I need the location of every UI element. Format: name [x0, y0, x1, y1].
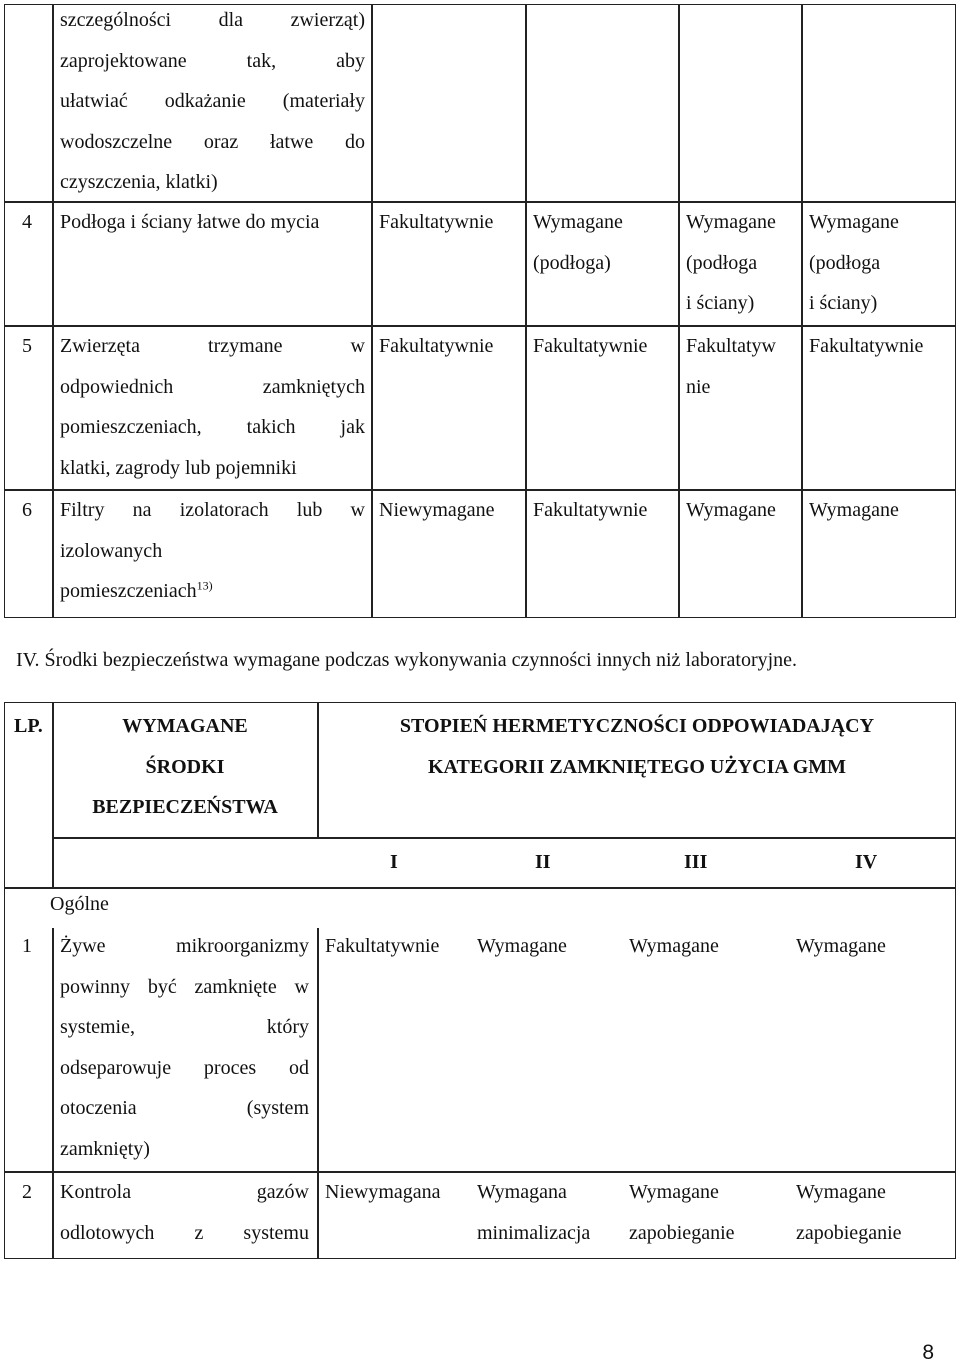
category-iii-header: III [684, 851, 708, 873]
lp-header: LP. [14, 715, 43, 737]
category-ii-value: Fakultatywnie [533, 499, 648, 521]
category-ii-value: Wymagane [477, 935, 567, 957]
category-i-value: Niewymagana [325, 1181, 441, 1203]
row-description: Żywe mikroorganizmy powinny być zamknięte w systemie, który odseparowuje proces od otoczenia (system zamknięty) [60, 935, 309, 1160]
category-ii-value: Wymagane (podłoga) [533, 211, 623, 274]
category-iii-value: Fakultatyw nie [686, 335, 776, 398]
category-i-value: Niewymagane [379, 499, 495, 521]
category-iii-value: Wymagane (podłoga i ściany) [686, 211, 776, 314]
section-heading: IV. Środki bezpieczeństwa wymagane podczas wykonywania czynności innych niż laboratoryjne. [16, 649, 798, 671]
row-description: Podłoga i ściany łatwe do mycia [60, 211, 320, 233]
continued-description: szczególności dla zwierząt) zaprojektowane tak, aby ułatwiać odkażanie (materiały wodoszczelne oraz łatwe do czyszczenia, klatki) [60, 9, 365, 193]
row-number: 1 [22, 935, 32, 957]
category-i-header: I [390, 851, 398, 873]
category-iv-value: Fakultatywnie [809, 335, 924, 357]
category-iv-value: Wymagane (podłoga i ściany) [809, 211, 899, 314]
category-iii-value: Wymagane [629, 935, 719, 957]
category-ii-value: Fakultatywnie [533, 335, 648, 357]
row-number: 5 [22, 335, 32, 357]
category-iv-value: Wymagane zapobieganie [796, 1181, 902, 1244]
row-number: 4 [22, 211, 32, 233]
category-iv-value: Wymagane [796, 935, 886, 957]
category-iv-header: IV [855, 851, 878, 873]
row-description: Zwierzęta trzymane w odpowiednich zamkniętych pomieszczeniach, takich jak klatki, zagrody lub pojemniki [60, 335, 365, 479]
category-ii-value: Wymagana minimalizacja [477, 1181, 591, 1244]
row-description: Filtry na izolatorach lub w izolowanych pomieszczeniach$^{13)}$ [60, 499, 365, 602]
category-i-value: Fakultatywnie [379, 211, 494, 233]
page-number: 8 [922, 1341, 934, 1364]
row-number: 6 [22, 499, 32, 521]
row-description: Kontrola gazów odlotowych z systemu [60, 1181, 309, 1244]
category-iii-value: Wymagane zapobieganie [629, 1181, 735, 1244]
row-number: 2 [22, 1181, 32, 1203]
containment-degree-header: STOPIEŃ HERMETYCZNOŚCI ODPOWIADAJĄCY KATEGORII ZAMKNIĘTEGO UŻYCIA GMM [399, 715, 875, 778]
category-iv-value: Wymagane [809, 499, 899, 521]
footnote-marker: 13) [196, 578, 213, 593]
category-i-value: Fakultatywnie [379, 335, 494, 357]
group-label-general: Ogólne [50, 893, 109, 915]
category-i-value: Fakultatywnie [325, 935, 440, 957]
category-ii-header: II [535, 851, 551, 873]
measures-header: WYMAGANE ŚRODKI BEZPIECZEŃSTWA [92, 715, 278, 818]
category-iii-value: Wymagane [686, 499, 776, 521]
